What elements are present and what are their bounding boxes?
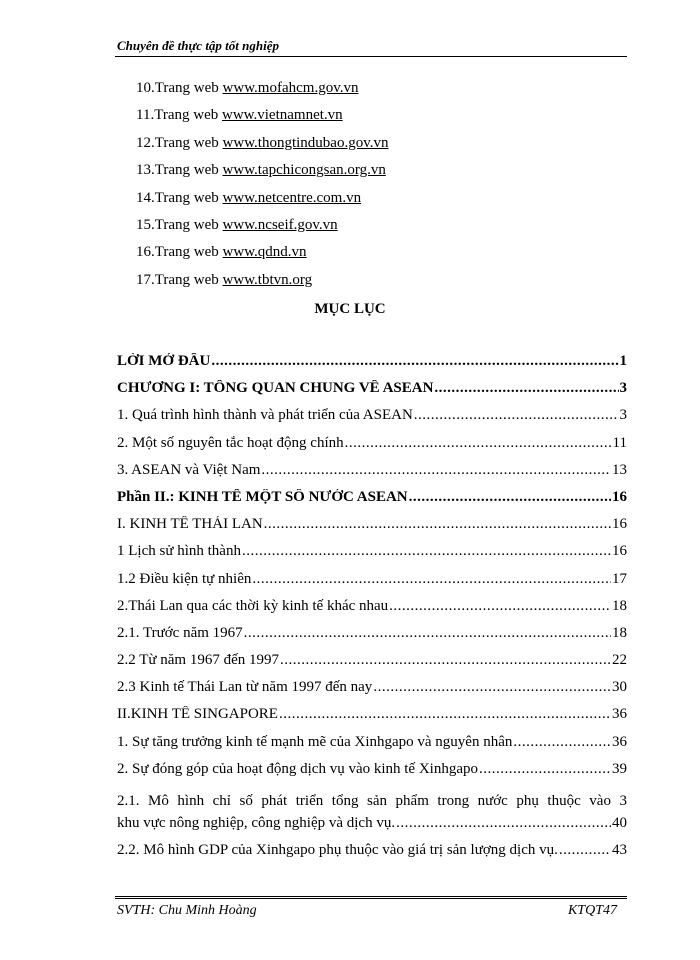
toc-entry[interactable] <box>117 842 627 869</box>
toc-entry[interactable] <box>117 407 627 434</box>
toc-entry[interactable] <box>117 706 627 733</box>
toc-entry[interactable] <box>117 462 627 489</box>
toc-entry[interactable] <box>117 652 627 679</box>
reference-item <box>136 107 616 134</box>
toc-entry-text: 2.3 Kinh tế Thái Lan từ năm 1997 đến nay <box>117 679 373 696</box>
toc-entry-first-line[interactable] <box>117 788 627 815</box>
toc-entry-text: 1 Lịch sử hình thành <box>117 543 241 560</box>
toc-entry[interactable] <box>117 625 627 652</box>
toc-entry-text: 2.Thái Lan qua các thời kỳ kinh tế khác nhau <box>117 597 389 614</box>
toc-entry-text: 1.2 Điều kiện tự nhiên <box>117 570 252 587</box>
toc-leader <box>244 625 611 642</box>
toc-page-number: 36 <box>612 733 627 750</box>
toc-entry[interactable] <box>117 380 627 407</box>
toc-page-number: 18 <box>612 624 627 641</box>
toc-leader <box>373 679 611 696</box>
toc-leader <box>345 435 612 452</box>
toc-page-number: 16 <box>612 516 627 533</box>
toc-leader <box>264 516 611 533</box>
toc-entry-text: 3. ASEAN và Việt Nam <box>117 461 261 478</box>
reference-label: 10.Trang web <box>136 80 223 96</box>
toc-leader <box>261 462 611 479</box>
toc-entry-text: 1. Sự tăng trưởng kinh tế mạnh mẽ của Xinhgapo và nguyên nhân <box>117 733 513 750</box>
toc-page-number: 18 <box>612 597 627 614</box>
reference-link[interactable]: www.netcentre.com.vn <box>222 189 362 206</box>
toc-leader <box>211 353 618 370</box>
toc-leader <box>479 761 611 778</box>
toc-entry-text: Phần II.: KINH TẾ MỘT SỐ NƯỚC ASEAN <box>117 488 408 505</box>
reference-label: 12.Trang web <box>136 134 223 151</box>
toc-page-number: 16 <box>612 543 627 560</box>
reference-label: 14.Trang web <box>136 189 223 206</box>
toc-entry-text: LỜI MỞ ĐẦU <box>117 353 211 369</box>
reference-item <box>136 272 616 299</box>
toc-entry-text: khu vực nông nghiệp, công nghiệp và dịch vụ. <box>117 815 396 832</box>
reference-list <box>136 80 616 299</box>
reference-label: 16.Trang web <box>136 244 223 261</box>
footer-rule <box>115 896 627 899</box>
toc-page-number: 43 <box>612 842 627 859</box>
toc-page-number: 36 <box>612 706 627 723</box>
toc-page-number: 1 <box>619 353 627 369</box>
toc-entry[interactable] <box>117 516 627 543</box>
reference-label: 15.Trang web <box>136 216 223 233</box>
toc-page-number: 40 <box>612 815 627 832</box>
reference-link[interactable]: www.mofahcm.gov.vn <box>222 80 359 96</box>
reference-link[interactable]: www.tbtvn.org <box>222 271 313 288</box>
footer-class-code: KTQT47 <box>567 903 617 918</box>
reference-item <box>136 135 616 162</box>
toc-entry-text: 2. Một số nguyên tắc hoạt động chính <box>117 434 344 451</box>
reference-link[interactable]: www.thongtindubao.gov.vn <box>222 134 389 151</box>
toc-entry[interactable] <box>117 598 627 625</box>
reference-link[interactable]: www.ncseif.gov.vn <box>222 216 338 233</box>
toc-entry-text: I. KINH TẾ THÁI LAN <box>117 516 263 533</box>
toc-page-number: 39 <box>612 760 627 777</box>
toc-page-number: 16 <box>612 488 627 505</box>
toc-leader <box>434 380 618 397</box>
toc-entry[interactable] <box>117 543 627 570</box>
running-header: Chuyên đề thực tập tốt nghiệp <box>117 38 279 53</box>
toc-leader <box>513 734 611 751</box>
reference-item <box>136 190 616 217</box>
toc-entry[interactable] <box>117 815 627 842</box>
toc-entry[interactable] <box>117 571 627 598</box>
header-rule <box>115 56 627 57</box>
toc-page-number: 11 <box>612 434 627 451</box>
reference-link[interactable]: www.qdnd.vn <box>222 244 307 261</box>
reference-label: 13.Trang web <box>136 162 223 179</box>
reference-item <box>136 162 616 189</box>
reference-link[interactable]: www.vietnamnet.vn <box>221 107 343 124</box>
toc-page-number: 13 <box>612 461 627 478</box>
toc-entry-text: 2.2 Từ năm 1967 đến 1997 <box>117 652 280 669</box>
toc-entry-text: CHƯƠNG I: TỔNG QUAN CHUNG VỀ ASEAN <box>117 380 434 397</box>
footer-author: SVTH: Chu Minh Hoàng <box>117 903 257 918</box>
toc-entry[interactable] <box>117 435 627 462</box>
toc-page-number: 17 <box>612 570 627 587</box>
toc-leader <box>279 706 611 723</box>
reference-item <box>136 217 616 244</box>
toc-page-number: 30 <box>612 679 627 696</box>
toc-leader <box>280 652 611 669</box>
toc-entry[interactable] <box>117 761 627 788</box>
toc-entry-text: 1. Quá trình hình thành và phát triển của ASEAN <box>117 407 413 424</box>
toc-page-number: 3 <box>619 380 627 397</box>
toc-leader <box>389 598 611 615</box>
toc-entry[interactable] <box>117 353 627 380</box>
toc-page-number: 22 <box>612 652 627 669</box>
reference-label: 17.Trang web <box>136 271 223 288</box>
toc-leader <box>396 815 611 832</box>
toc-entry-text: II.KINH TẾ SINGAPORE <box>117 706 278 723</box>
reference-link[interactable]: www.tapchicongsan.org.vn <box>222 162 386 179</box>
toc-leader <box>409 489 611 506</box>
toc-leader <box>242 543 611 560</box>
toc-leader <box>559 842 611 859</box>
toc-leader <box>414 407 619 424</box>
reference-item <box>136 244 616 271</box>
reference-item <box>136 80 616 107</box>
toc-entry-text: 2.1. Mô hình chỉ số phát triển tổng sản phẩm trong nước phụ thuộc vào 3 <box>117 793 627 809</box>
toc-entry[interactable] <box>117 489 627 516</box>
toc-entry[interactable] <box>117 734 627 761</box>
toc-entry[interactable] <box>117 679 627 706</box>
toc-entry-text: 2.1. Trước năm 1967 <box>117 624 243 641</box>
toc-page-number: 3 <box>619 407 627 424</box>
reference-label: 11.Trang web <box>136 107 222 124</box>
toc-title: MỤC LỤC <box>314 301 386 317</box>
toc-entry-text: 2. Sự đóng góp của hoạt động dịch vụ vào kinh tế Xinhgapo <box>117 760 478 777</box>
toc-entry-text: 2.2. Mô hình GDP của Xinhgapo phụ thuộc vào giá trị sản lượng dịch vụ. <box>117 842 558 859</box>
table-of-contents <box>117 353 627 870</box>
toc-leader <box>252 571 611 588</box>
